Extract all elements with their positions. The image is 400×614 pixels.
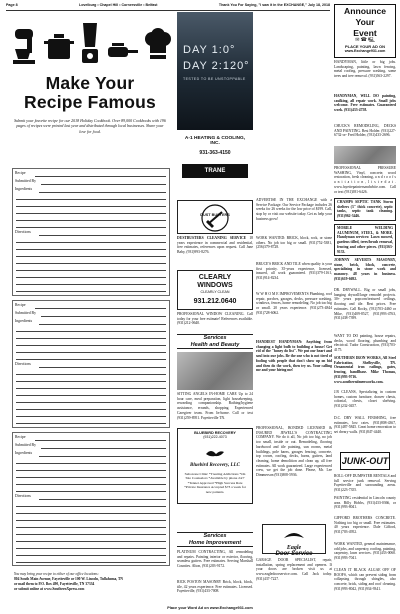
recipe-intro: Submit your favorite recipe for our 2018 Holiday Cookbook. Over 89,000 Cookbooks with 196 pages of recipes were printed last year and distributed through local businesses. Share your love for food. (14, 118, 166, 134)
ingredients-field[interactable] (39, 456, 166, 457)
directions-line (16, 242, 166, 243)
pan-icon (106, 35, 138, 70)
clearly-phone: 931.212.0640 (193, 298, 237, 305)
classified-johnny-severts: JOHNNY SEVERTS MASONRY, stone, brick, block, concrete, specializing in stone work and masonry. 48 years in business. (931)619-6692. (334, 258, 396, 281)
services-health-heading (177, 334, 253, 349)
ingredients-line (16, 338, 166, 339)
ingredients-line (16, 199, 166, 200)
ingredients-line (16, 359, 166, 360)
classified-handiest: HANDIEST HANDYMAN: Anything from changing a light bulb to building a house! Get rid of the "honey do list". We put our heart and soul into our jobs. Be the one who is not tired of fooling with people that don't show up on bid and then do the work, then try us. Your calling me and your hiring me! (256, 340, 332, 373)
directions-label: Directions (15, 494, 31, 498)
classified-southern-iron: SOUTHERN IRON WORKS, All Steel Fabrication, Shelbyville, TN. Ornamental iron railings, gates, fencing, handlbase. Mike Thomas, (931)993-9716. www.southerniimenworks.com. (334, 356, 396, 384)
directions-label: Directions (15, 362, 31, 366)
announce-icons: ✉ ☎ 🖳 (355, 38, 375, 43)
ad-day2: DAY 2:120° (183, 60, 250, 72)
ad-phone: 931-363-4150 (199, 150, 231, 156)
ingredients-label: Ingredients (15, 187, 33, 191)
address-line-2: or mail them to P.O. Box 490, Fayetteville, TN 37334 (14, 582, 95, 586)
mobile-welding-ad: MOBILE WELDING ALUMINUM, STEEL, & MORE. Handyman services: Lawn mowed, gardens tilled, trees/brush removal, fencing and other pieces. (931)563-9133. (334, 224, 396, 256)
directions-line (16, 555, 166, 556)
eagle-icon (263, 527, 325, 545)
submitted-by-label: Submitted By (15, 179, 36, 183)
dust-busters-name: DUSTBUSTERS CLEANING SERVICE (177, 236, 247, 240)
directions-line (16, 270, 166, 271)
classified-ww-home: W W H O M E IMPROVEMENTS Plumbing, roof repair, porches, garages, decks, pressure washing, windows, fences, home remodeling. No job too big or small. 20 years experience. (931)273-4844 (931)728-6062. (256, 292, 332, 315)
directions-line (16, 423, 166, 424)
directions-line (16, 534, 166, 535)
ingredients-line (16, 227, 166, 228)
eagle-logo: Eagle (286, 545, 302, 551)
bluebird-phone: (931)222-4073 (203, 435, 227, 439)
directions-line (16, 381, 166, 382)
ingredients-field[interactable] (39, 324, 166, 325)
right-column (256, 198, 332, 598)
services-label: Services (203, 533, 227, 539)
clearly-windows-ad (177, 270, 253, 310)
directions-line (16, 374, 166, 375)
classified-dr-drywall: DR. DRYWALL. Big or small jobs, hanging drywall/large remodel projects. 30+ years popcorn/textured ceilings, flooring and tile. Best prices. Free estimates. Call Rocky, (931)703-4460 or Mike, (931)409-8527, (931)993-4763, (931)438-7399. (334, 288, 396, 321)
ingredients-label: Ingredients (15, 319, 33, 323)
submitted-by-label: Submitted By (15, 311, 36, 315)
dust-busters-text (177, 236, 253, 255)
ingredients-label: Ingredients (15, 451, 33, 455)
classified-want-to-do: WANT TO DO painting, house repairs, decks, wood flooring, plumbing and electrical. Tudor Construction, (931)703-4175. (334, 334, 396, 353)
directions-label: Directions (15, 230, 31, 234)
recipe-headline (10, 74, 170, 112)
ingredients-line (16, 220, 166, 221)
submitted-by-field[interactable] (41, 316, 166, 317)
ingredients-line (16, 484, 166, 485)
health-beauty-label: Health and Beauty (190, 341, 240, 348)
bluebird-icon (178, 445, 252, 463)
directions-field[interactable] (39, 235, 166, 236)
recipe-form-1[interactable] (12, 168, 170, 296)
classified-dc-drywall: D.C. DRY WALL FINISHING, free estimates, low rates. (931)808-4367, (931)487-5845. Great home renovation to set dreary walls. (931)847-4440. (334, 416, 396, 435)
recipe-label: Recipe (15, 435, 26, 439)
services-home-heading (177, 532, 253, 547)
clearly-text: PROFESSIONAL WINDOW CLEANING. Call today for your free estimate! References available. (931)212-0640. (177, 312, 253, 326)
home-improvement-label: Home Improvement (188, 539, 242, 546)
mail-note: You may bring your recipe to either of our office locations: (14, 572, 99, 576)
announce-line2: Your (355, 17, 375, 27)
heating-cooling-ad (177, 12, 253, 195)
ad-info-panel (177, 130, 253, 195)
dust-busters-logo (200, 204, 230, 232)
recipe-field[interactable] (35, 176, 166, 177)
classified-painting: PAINTING residential in Lincoln county area. Billy Hobbs, (931)433-0366, or (931)993-8041. (334, 496, 396, 510)
ingredients-line (16, 206, 166, 207)
services-label: Services (203, 335, 227, 341)
dust-logo-text: DUST BUSTERS (200, 213, 230, 217)
ingredients-line (16, 463, 166, 464)
caregiver-photo (177, 352, 253, 390)
classified-jewells: PROFESSIONAL, BONDED LICENSED & INSURED JEWELL'S CONTRACTING COMPANY. We do it all, No job too big, no job too small, inside or out. Remodeling, flooring hardwood and tile painting, sun rooms, metal buildings, pole barns, garages fencing, concrete, top crown, roofing, decks, barns, gutters, land cleaning, home demolition and clean up, all free estimates. All work guaranteed. Large experienced crew, we get the job done. Please, Mr. Lee Dimmerson (931)808-5936. (256, 426, 332, 478)
ingredients-line (16, 491, 166, 492)
classified-advertise: ADVERTISE IN THE EXCHANGE with a Service Package. Our Service Package includes 26 weeks for 26 weeks for the low price of $199. Call, stop by or visit our website today. Get as help your business grow! (256, 198, 332, 221)
kitchen-icons (12, 14, 172, 70)
recipe-field[interactable] (35, 440, 166, 441)
directions-line (16, 395, 166, 396)
ingredients-line (16, 477, 166, 478)
header-thanks: Thank You For Saying, "I saw it in the EXCHANGE," July 18, 2018 (218, 3, 330, 7)
pot-icon (44, 29, 74, 70)
blender-icon (80, 21, 100, 70)
recipe-field[interactable] (35, 308, 166, 309)
submitted-by-field[interactable] (41, 184, 166, 185)
header-towns: Lovelburg • Chapel Hill • Cornersville • Belfast (79, 3, 158, 7)
rick-poston-text: RICK POSTON MASONRY Brick, block, block, tile, 42 years experience. Free estimates. Licensed. Fayetteville, (931)433-7008. (177, 580, 253, 594)
ingredients-line (16, 352, 166, 353)
recipe-submit-info (14, 572, 168, 592)
dust-busters-ad (177, 200, 253, 234)
far-right-column (334, 60, 396, 606)
directions-line (16, 388, 166, 389)
ad-tagline: TESTED TO BE UNSTOPPABLE (183, 77, 246, 81)
classified-jb-cleans: J.B CLEANS, Specializing in custom homes, custom furniture, drawer chests, colonial, chests, closet shelving. (931)232-0457. (334, 390, 396, 409)
bluebird-ad (177, 428, 253, 504)
clearly-sub: CLEARLY CLEAN (200, 290, 230, 294)
directions-line (16, 548, 166, 549)
page-number: Page 8 (6, 3, 18, 7)
eagle-name: Door Service (275, 551, 313, 557)
page-header (6, 3, 330, 11)
ad-company: A-1 HEATING & COOLING, (184, 136, 246, 141)
bluebird-name: BLUEBIRD RECOVERY (194, 431, 236, 435)
sitting-angels-text: SITTING ANGELS IN-HOME CARE Up to 24 hour care, meal preparation, light housekeeping, rewarding companionship. Bathing/hygiene assistance, errands, shopping. Experienced Caregiver team. From In-home. Call or text (931)259-8951. Fayetteville TN. (177, 392, 253, 420)
ingredients-line (16, 213, 166, 214)
directions-line (16, 506, 166, 507)
directions-line (16, 562, 166, 563)
mixer-icon (12, 25, 38, 70)
eagle-door-ad (262, 524, 326, 557)
announce-line1: Announce (343, 6, 386, 16)
ingredients-line (16, 331, 166, 332)
mid-column (177, 198, 253, 598)
junk-out-logo: JUNK-OUT (340, 452, 390, 470)
classified-work-wanted: WORK WANTED, general maintenance, odd jobs, and carpentry, roofing, painting, carpentry, lawn services. (931)433-0060. (931)993-7041. (334, 542, 396, 561)
ad-company-2: INC. (210, 141, 220, 146)
bluebird-logo: Bluebird Recovery, LLC (190, 463, 240, 468)
directions-line (16, 541, 166, 542)
directions-line (16, 291, 166, 292)
bluebird-text: Suboxone Clinic *Treating Addictions *On Site Counselors *Available by phone 24/7 *Tennet Approved *High Success Rate *Private Insurance Accepted $73 a week for new patients. (184, 472, 246, 494)
submitted-by-field[interactable] (41, 448, 166, 449)
directions-field[interactable] (39, 499, 166, 500)
announce-event-box[interactable] (334, 4, 396, 58)
recipe-label: Recipe (15, 171, 26, 175)
recipe-title-line1: Make Your (45, 73, 135, 93)
classified-roll-off: ROLL-OFF DUMPSTER RENTALS and full service junk removal. Serving Fayetteville and surrounding areas. (931)223-7355. (334, 474, 396, 493)
ingredients-line (16, 345, 166, 346)
directions-line (16, 284, 166, 285)
recipe-title-line2: Recipe Famous (24, 92, 156, 112)
classified-gifford: GIFFORD BROTHERS CONCRETE. Nothing too big or small. Free estimates. 40 years experience. Dale Gifford, (931)703-4952. (334, 516, 396, 535)
classified-handyman-1: HANDYMAN, little or big jobs. Landscaping, painting, lawn fencing, metal roofing, pressure washing, some trees and tree removal. (931)563-2297. (334, 60, 396, 79)
classified-bruce-brick: BRUCE'S BRICK AND TILE when quality is your first priority. 35-years experience, licensed, insured, all work guaranteed. (931)379-1161, (931)914-8234. (256, 262, 332, 281)
classified-pressure-washing: PROFESSIONAL PRESSURE WASHING, Vinyl, concrete, wood restoration, fresh cleaning, a n d r o o f s a n i t a t i o n , l i s t e d a t . www.fayettepaintersandwhite.com. Call or text (931)581-6426. (334, 166, 396, 194)
directions-field[interactable] (39, 367, 166, 368)
page-footer: Place your Word Ad on www.Exchange931.com (167, 606, 253, 610)
directions-line (16, 263, 166, 264)
classified-garage-door: GARAGE DOOR SPECIALIST, repair, installation, spring replacement and openers. If your doors are broken visit us at www.eagledoorservice.com. Call Jack today. (931)437-7227. (256, 558, 332, 581)
directions-line (16, 402, 166, 403)
clearly-logo: CLEARLY WINDOWS (197, 274, 233, 289)
champs-septic-ad: CHAMPS SEPTIC TANK Storm shelters (3" thick concrete), septic tanks, septic tank cleaning. (931)962-3446. (334, 198, 396, 221)
ingredients-line (16, 470, 166, 471)
submitted-by-label: Submitted By (15, 443, 36, 447)
directions-line (16, 277, 166, 278)
ad-day1: DAY 1:0° (183, 44, 236, 56)
platinum-text: PLATINUM CONTRACTING, All remodeling and repairs. Painting interior or exterior, flooring, seamless gutters. Free estimates. Serving Marshall Counties. Alton, (931)203-9172. (177, 550, 253, 569)
directions-line (16, 256, 166, 257)
classified-chucks: CHUCK'S REMODELING, DECKS AND PAINTING. Best Holder. (931)227-6732-or- Fred Holder, (931)433-2696. (334, 124, 396, 138)
address-line-1: 804 South Main Avenue, Fayetteville or 100 W. Lincoln, Tullahoma, TN (14, 577, 124, 581)
address-line-3: or submit online at www.SouthernXpress.com (14, 587, 85, 591)
directions-line (16, 409, 166, 410)
pressure-wash-photo (334, 146, 396, 164)
trane-logo: TRANE (182, 164, 248, 178)
classified-handyman-2: HANDYMAN, WILL DO painting, caulking, all repair work. Small jobs welcome. Free estimates. Guaranteed work. (931)433-4758. (334, 94, 396, 113)
ingredients-field[interactable] (39, 192, 166, 193)
directions-line (16, 416, 166, 417)
dust-busters-body: 18 years experience in commercial and residential, free estimates, references upon request. Call Jane Baby, (931)993-8276. (177, 236, 254, 255)
announce-site[interactable]: www.Exchange931.com (344, 49, 386, 53)
classified-brick-work: WORK WANTED: BRICK, block, rock, or stone others. No job too big or small. (931)752-5381, (256)379-8728. (256, 236, 332, 250)
directions-line (16, 513, 166, 514)
directions-line (16, 249, 166, 250)
announce-place: PLACE YOUR AD ON (344, 44, 385, 49)
directions-line (16, 520, 166, 521)
recipe-form-2[interactable] (12, 300, 170, 428)
recipe-label: Recipe (15, 303, 26, 307)
recipe-form-3[interactable] (12, 432, 170, 566)
chef-hat-icon (144, 27, 172, 70)
directions-line (16, 527, 166, 528)
classified-clean-it: CLEAN IT BLACK ALGAE OFF OF ROOFS, which can prevent siding from collapsing through shingles, also concrete, brick, siding and roof cleaning. (931)993-8042, (931)934-9341. (334, 568, 396, 591)
announce-line3: Event (353, 28, 377, 38)
